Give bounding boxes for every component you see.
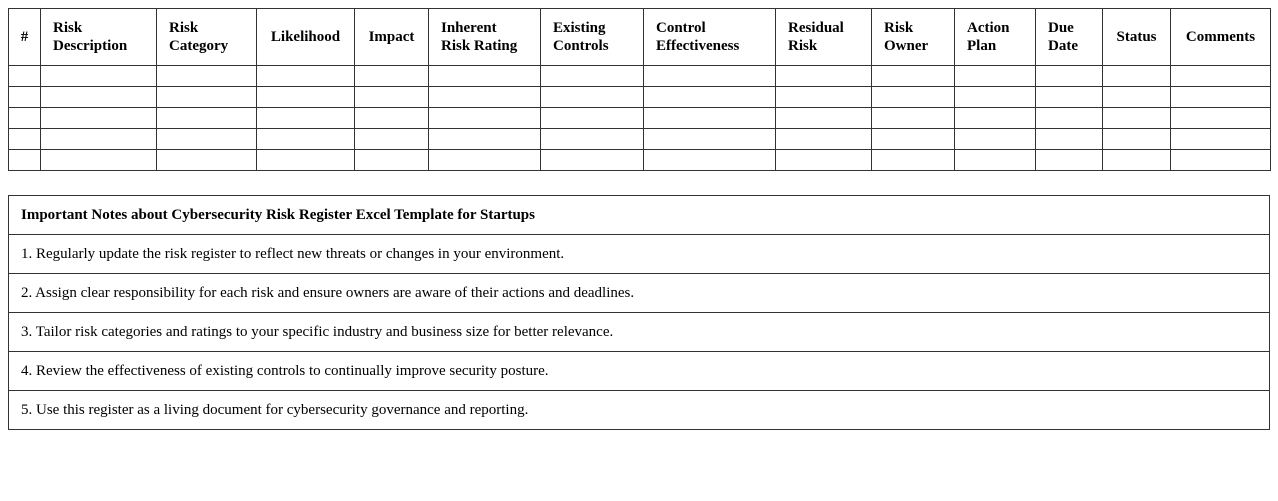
note-item: 3. Tailor risk categories and ratings to your specific industry and business size for better relevance.: [9, 313, 1270, 352]
header-row: [9, 9, 1271, 66]
note-item: 2. Assign clear responsibility for each risk and ensure owners are aware of their actions and deadlines.: [9, 274, 1270, 313]
table-cell[interactable]: [541, 66, 644, 87]
header-status: Status: [1103, 9, 1171, 66]
table-cell[interactable]: [1036, 129, 1103, 150]
table-cell[interactable]: [157, 150, 257, 171]
risk-register-table: [8, 8, 1271, 171]
table-cell[interactable]: [355, 108, 429, 129]
table-cell[interactable]: [41, 108, 157, 129]
table-cell[interactable]: [1171, 150, 1271, 171]
header-control-effectiveness: Control Effectiveness: [644, 9, 776, 66]
table-cell[interactable]: [955, 150, 1036, 171]
table-cell[interactable]: [541, 87, 644, 108]
note-row: [9, 352, 1270, 391]
table-cell[interactable]: [644, 87, 776, 108]
table-cell[interactable]: [157, 66, 257, 87]
table-cell[interactable]: [257, 66, 355, 87]
table-cell[interactable]: [776, 129, 872, 150]
table-cell[interactable]: [257, 129, 355, 150]
table-cell[interactable]: [955, 129, 1036, 150]
note-item: 5. Use this register as a living document for cybersecurity governance and reporting.: [9, 391, 1270, 430]
table-cell[interactable]: [776, 108, 872, 129]
table-cell[interactable]: [541, 150, 644, 171]
note-item: 4. Review the effectiveness of existing controls to continually improve security posture.: [9, 352, 1270, 391]
notes-title-row: [9, 196, 1270, 235]
table-cell[interactable]: [9, 66, 41, 87]
header-risk-category: Risk Category: [157, 9, 257, 66]
document-body: [8, 8, 1270, 430]
header-residual-risk: Residual Risk: [776, 9, 872, 66]
table-cell[interactable]: [1171, 66, 1271, 87]
table-cell[interactable]: [429, 108, 541, 129]
table-cell[interactable]: [1171, 108, 1271, 129]
table-row: [9, 87, 1271, 108]
table-row: [9, 66, 1271, 87]
table-cell[interactable]: [1036, 66, 1103, 87]
note-row: [9, 235, 1270, 274]
table-cell[interactable]: [41, 129, 157, 150]
table-cell[interactable]: [355, 87, 429, 108]
table-cell[interactable]: [429, 150, 541, 171]
notes-table: [8, 195, 1270, 430]
table-cell[interactable]: [1103, 108, 1171, 129]
table-cell[interactable]: [872, 87, 955, 108]
table-row: [9, 129, 1271, 150]
table-cell[interactable]: [41, 66, 157, 87]
table-cell[interactable]: [541, 129, 644, 150]
table-cell[interactable]: [257, 87, 355, 108]
table-cell[interactable]: [1036, 87, 1103, 108]
table-cell[interactable]: [157, 108, 257, 129]
table-cell[interactable]: [9, 108, 41, 129]
table-cell[interactable]: [1171, 129, 1271, 150]
table-cell[interactable]: [1103, 150, 1171, 171]
table-cell[interactable]: [257, 108, 355, 129]
table-cell[interactable]: [872, 66, 955, 87]
table-cell[interactable]: [355, 66, 429, 87]
table-cell[interactable]: [872, 108, 955, 129]
table-cell[interactable]: [157, 87, 257, 108]
header-risk-owner: Risk Owner: [872, 9, 955, 66]
table-cell[interactable]: [429, 87, 541, 108]
table-cell[interactable]: [955, 66, 1036, 87]
table-cell[interactable]: [257, 150, 355, 171]
table-row: [9, 108, 1271, 129]
note-item: 1. Regularly update the risk register to reflect new threats or changes in your environment.: [9, 235, 1270, 274]
table-cell[interactable]: [1171, 87, 1271, 108]
table-cell[interactable]: [429, 129, 541, 150]
header-impact: Impact: [355, 9, 429, 66]
header-risk-description: Risk Description: [41, 9, 157, 66]
header-inherent-risk-rating: Inherent Risk Rating: [429, 9, 541, 66]
table-cell[interactable]: [1103, 66, 1171, 87]
header-existing-controls: Existing Controls: [541, 9, 644, 66]
table-cell[interactable]: [355, 150, 429, 171]
table-cell[interactable]: [644, 108, 776, 129]
notes-title: Important Notes about Cybersecurity Risk Register Excel Template for Startups: [9, 196, 1270, 235]
table-cell[interactable]: [541, 108, 644, 129]
table-cell[interactable]: [9, 129, 41, 150]
table-cell[interactable]: [429, 66, 541, 87]
register-body: [9, 66, 1271, 171]
note-row: [9, 391, 1270, 430]
table-cell[interactable]: [41, 87, 157, 108]
table-cell[interactable]: [644, 66, 776, 87]
table-cell[interactable]: [41, 150, 157, 171]
table-cell[interactable]: [1036, 150, 1103, 171]
header-likelihood: Likelihood: [257, 9, 355, 66]
header-comments: Comments: [1171, 9, 1271, 66]
table-cell[interactable]: [644, 129, 776, 150]
table-cell[interactable]: [872, 150, 955, 171]
table-cell[interactable]: [872, 129, 955, 150]
table-cell[interactable]: [1036, 108, 1103, 129]
table-cell[interactable]: [1103, 87, 1171, 108]
table-cell[interactable]: [644, 150, 776, 171]
header-due-date: Due Date: [1036, 9, 1103, 66]
note-row: [9, 313, 1270, 352]
table-cell[interactable]: [1103, 129, 1171, 150]
table-cell[interactable]: [776, 87, 872, 108]
table-cell[interactable]: [955, 87, 1036, 108]
table-cell[interactable]: [355, 129, 429, 150]
header-number: #: [9, 9, 41, 66]
table-cell[interactable]: [776, 150, 872, 171]
header-action-plan: Action Plan: [955, 9, 1036, 66]
note-row: [9, 274, 1270, 313]
table-cell[interactable]: [955, 108, 1036, 129]
table-row: [9, 150, 1271, 171]
table-cell[interactable]: [9, 150, 41, 171]
table-cell[interactable]: [157, 129, 257, 150]
table-cell[interactable]: [776, 66, 872, 87]
table-cell[interactable]: [9, 87, 41, 108]
